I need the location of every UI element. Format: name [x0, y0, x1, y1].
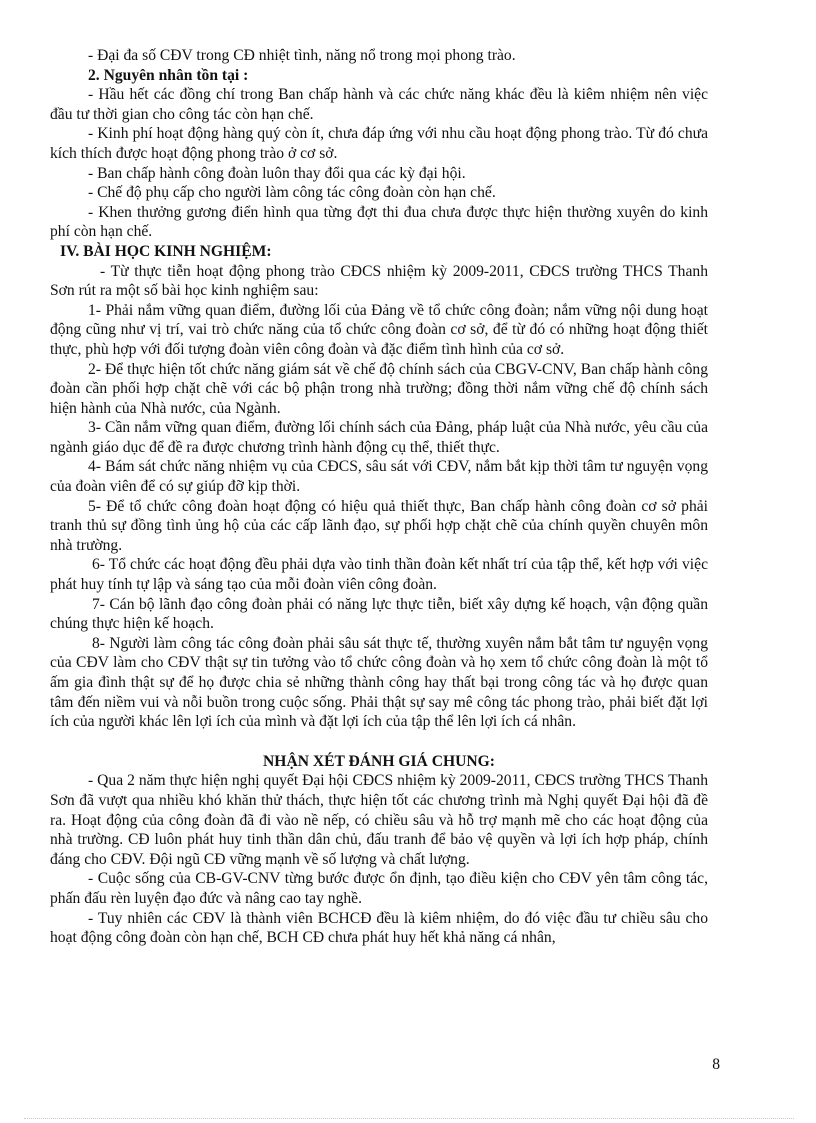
- body-paragraph: - Từ thực tiễn hoạt động phong trào CĐCS nhiệm kỳ 2009-2011, CĐCS trường THCS Thanh Sơn rút ra một số bài học kinh nghiệm sau:: [50, 262, 708, 300]
- body-paragraph: 5- Để tổ chức công đoàn hoạt động có hiệu quả thiết thực, Ban chấp hành công đoàn cơ sở phải tranh thủ sự đồng tình ủng hộ của các cấp lãnh đạo, sự phối hợp chặt chẽ của chính quyền chuyên môn nhà trường.: [50, 497, 708, 554]
- body-paragraph: 2- Để thực hiện tốt chức năng giám sát về chế độ chính sách của CBGV-CNV, Ban chấp hành công đoàn cần phối hợp chặt chẽ với các bộ phận trong nhà trường; đồng thời nắm vững chế độ chính sách hiện hành của Nhà nước, của Ngành.: [50, 360, 708, 417]
- body-paragraph: 6- Tổ chức các hoạt động đều phải dựa vào tinh thần đoàn kết nhất trí của tập thể, kết hợp với việc phát huy tính tự lập và sáng tạo của mỗi đoàn viên công đoàn.: [50, 556, 708, 594]
- body-paragraph: - Qua 2 năm thực hiện nghị quyết Đại hội CĐCS nhiệm kỳ 2009-2011, CĐCS trường THCS Thanh Sơn đã vượt qua nhiều khó khăn thử thách, thực hiện tốt các chương trình mà Nghị quyết Đại hội đã đề ra. Hoạt động của công đoàn đã đi vào nề nếp, có chiều sâu và hỗ trợ mạnh mẽ cho các hoạt động của nhà trường. CĐ luôn phát huy tinh thần dân chủ, đấu tranh để bảo vệ quyền và lợi ích hợp pháp, chính đáng cho CĐV. Đội ngũ CĐ vững mạnh về số lượng và chất lượng.: [50, 772, 708, 868]
- section-heading: NHẬN XÉT ĐÁNH GIÁ CHUNG:: [263, 752, 495, 770]
- body-paragraph: - Kinh phí hoạt động hàng quý còn ít, chưa đáp ứng với nhu cầu hoạt động phong trào. Từ đó chưa kích thích được hoạt động phong trào ở cơ sở.: [50, 125, 708, 162]
- body-paragraph: 7- Cán bộ lãnh đạo công đoàn phải có năng lực thực tiễn, biết xây dựng kế hoạch, vận động quần chúng thực hiện kế hoạch.: [50, 595, 708, 633]
- section-heading: IV. BÀI HỌC KINH NGHIỆM:: [60, 242, 272, 260]
- document-page: [50, 46, 708, 948]
- body-paragraph: - Chế độ phụ cấp cho người làm công tác công đoàn còn hạn chế.: [88, 184, 496, 202]
- body-paragraph: - Ban chấp hành công đoàn luôn thay đổi qua các kỳ đại hội.: [88, 164, 466, 182]
- body-paragraph: - Đại đa số CĐV trong CĐ nhiệt tình, năng nổ trong mọi phong trào.: [88, 47, 516, 64]
- section-heading: 2. Nguyên nhân tồn tại :: [88, 66, 249, 84]
- page-bottom-divider: [24, 1118, 794, 1119]
- body-paragraph: 4- Bám sát chức năng nhiệm vụ của CĐCS, sâu sát với CĐV, nắm bắt kịp thời tâm tư nguyện vọng của đoàn viên để có sự giúp đỡ kịp thời.: [50, 458, 708, 496]
- body-paragraph: - Hầu hết các đồng chí trong Ban chấp hành và các chức năng khác đều là kiêm nhiệm nên việc đầu tư thời gian cho công tác còn hạn chế.: [50, 86, 708, 123]
- body-paragraph: - Tuy nhiên các CĐV là thành viên BCHCĐ đều là kiêm nhiệm, do đó việc đầu tư chiều sâu cho hoạt động công đoàn còn hạn chế, BCH CĐ chưa phát huy hết khả năng cá nhân,: [50, 909, 708, 947]
- body-paragraph: - Khen thưởng gương điển hình qua từng đợt thi đua chưa được thực hiện thường xuyên do kinh phí còn hạn chế.: [50, 203, 708, 241]
- body-paragraph: 1- Phải nắm vững quan điểm, đường lối của Đảng về tổ chức công đoàn; nắm vững nội dung hoạt động cũng như vị trí, vai trò chức năng của tổ chức công đoàn cơ sở, để từ đó có những hoạt động thiết thực, phù hợp với đối tượng đoàn viên công đoàn và đặc điểm tình hình của cơ sở.: [50, 301, 708, 358]
- body-paragraph: 8- Người làm công tác công đoàn phải sâu sát thực tế, thường xuyên nắm bắt tâm tư nguyện vọng của CĐV làm cho CĐV thật sự tin tưởng vào tổ chức công đoàn và họ xem tổ chức công đoàn là một tổ ấm gia đình thật sự để họ được chia sẻ những thành công hay thất bại trong công tác và họ được quan tâm đến niềm vui và nỗi buồn trong cuộc sống. Phải thật sự say mê công tác phong trào, phải biết đặt lợi ích của người khác lên lợi ích của mình và đặt lợi ích của tập thể lên lợi ích cá nhân.: [50, 634, 708, 731]
- body-paragraph: - Cuộc sống của CB-GV-CNV từng bước được ổn định, tạo điều kiện cho CĐV yên tâm công tác, phấn đấu rèn luyện đạo đức và nâng cao tay nghề.: [50, 870, 708, 907]
- body-paragraph: 3- Cần nắm vững quan điểm, đường lối chính sách của Đảng, pháp luật của Nhà nước, yêu cầu của ngành giáo dục để đề ra được chương trình hành động cụ thể, thiết thực.: [50, 419, 708, 456]
- page-number: 8: [712, 1056, 720, 1073]
